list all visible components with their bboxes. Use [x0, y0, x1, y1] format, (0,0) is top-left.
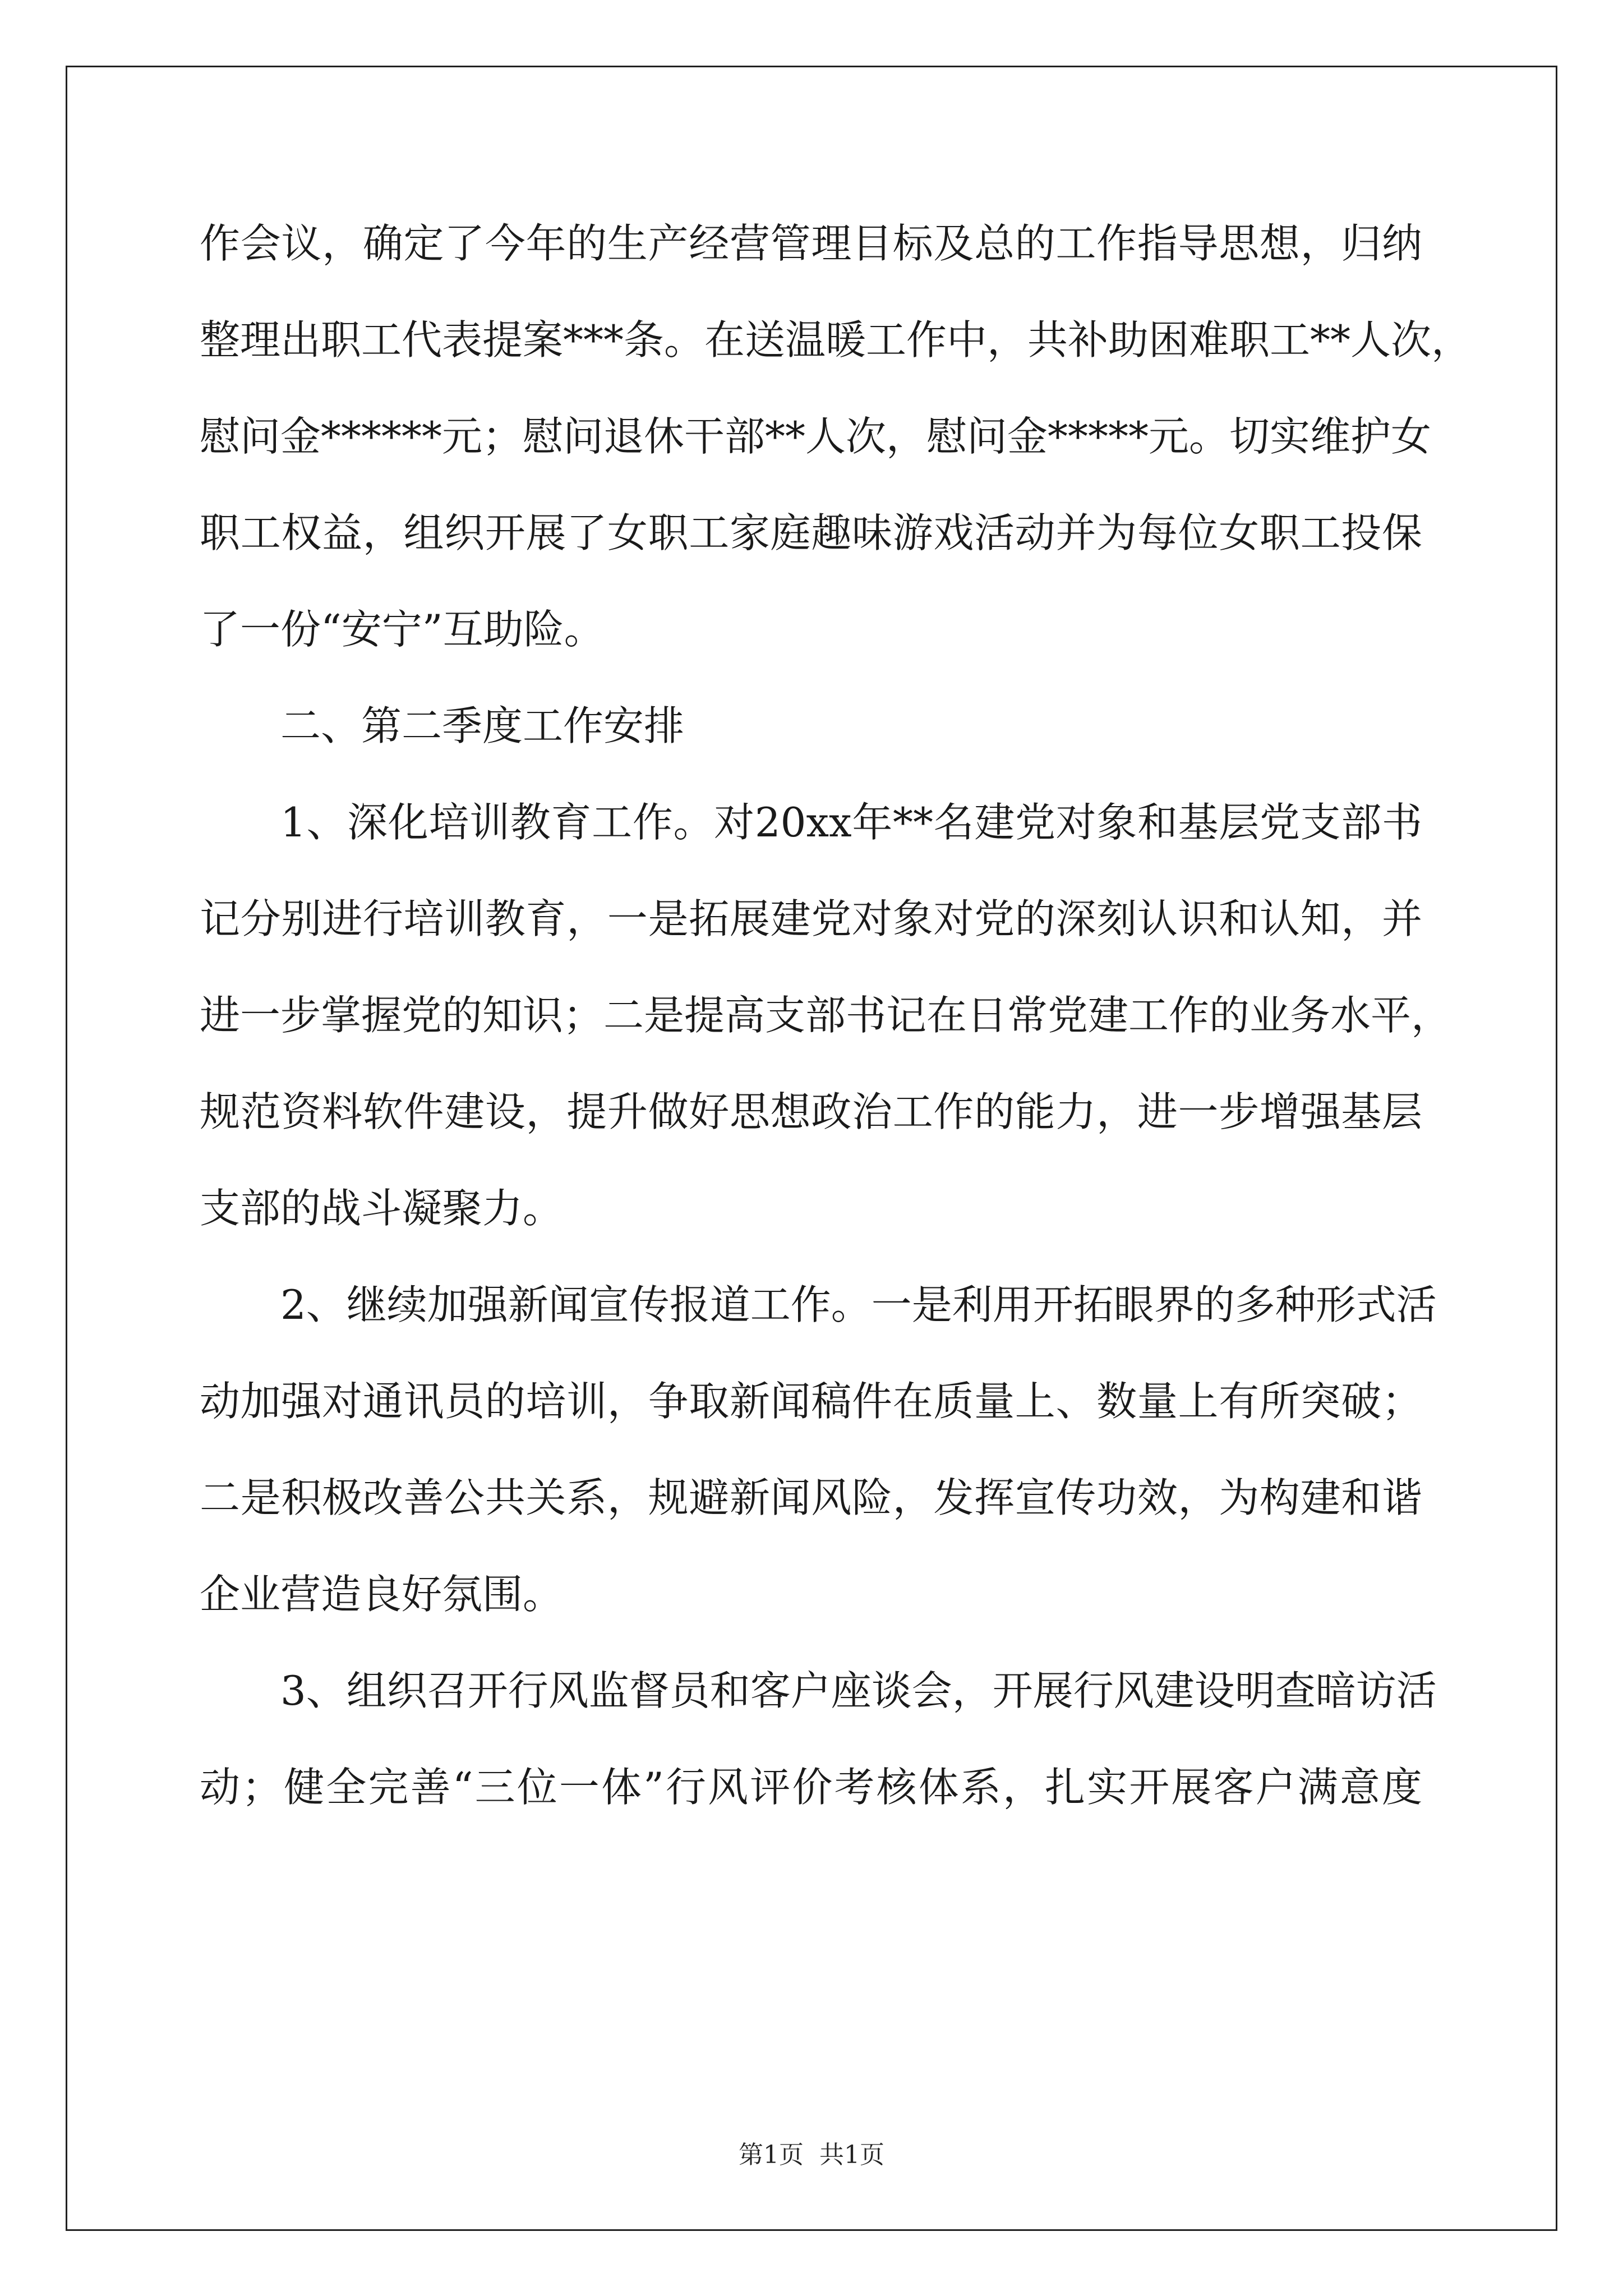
- paragraph-line: 作会议，确定了今年的生产经营管理目标及总的工作指导思想，归纳: [200, 220, 1422, 267]
- section-heading: 二、第二季度工作安排: [280, 702, 685, 749]
- paragraph-line: 3、组织召开行风监督员和客户座谈会，开展行风建设明查暗访活: [280, 1667, 1437, 1714]
- page-footer: 第1页 共1页: [739, 2141, 884, 2169]
- paragraph-line: 2、继续加强新闻宣传报道工作。一是利用开拓眼界的多种形式活: [280, 1281, 1437, 1328]
- paragraph-line: 规范资料软件建设，提升做好思想政治工作的能力，进一步增强基层: [200, 1088, 1422, 1135]
- paragraph-line: 动加强对通讯员的培训，争取新闻稿件在质量上、数量上有所突破；: [200, 1378, 1422, 1425]
- paragraph-line: 动；健全完善“三位一体”行风评价考核体系，扎实开展客户满意度: [200, 1764, 1422, 1811]
- paragraph-line: 记分别进行培训教育，一是拓展建党对象对党的深刻认识和认知，并: [200, 895, 1422, 942]
- paragraph-line: 进一步掌握党的知识；二是提高支部书记在日常党建工作的业务水平，: [200, 992, 1452, 1039]
- paragraph-line: 二是积极改善公共关系，规避新闻风险，发挥宣传功效，为构建和谐: [200, 1474, 1422, 1521]
- paragraph-line: 职工权益，组织开展了女职工家庭趣味游戏活动并为每位女职工投保: [200, 509, 1422, 556]
- paragraph-line: 慰问金******元；慰问退休干部**人次，慰问金*****元。切实维护女: [200, 413, 1432, 460]
- paragraph-line: 整理出职工代表提案***条。在送温暖工作中，共补助困难职工**人次，: [200, 316, 1472, 364]
- paragraph-line: 了一份“安宁”互助险。: [200, 606, 605, 653]
- paragraph-line: 企业营造良好氛围。: [200, 1571, 564, 1618]
- paragraph-line: 支部的战斗凝聚力。: [200, 1185, 564, 1232]
- paragraph-line: 1、深化培训教育工作。对20xx年**名建党对象和基层党支部书: [280, 799, 1422, 846]
- document-body: [200, 215, 1472, 1856]
